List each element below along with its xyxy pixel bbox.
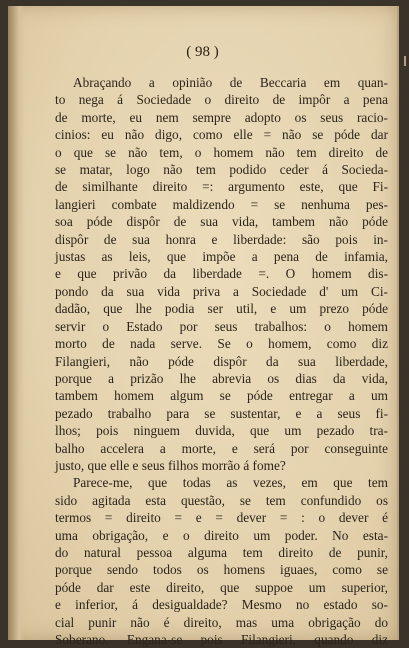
text-line: dadão, que lhe podia ser util, e um prezo póde [55,301,388,317]
text-line: morto de nada serve. Se o homem, como diz [55,336,388,352]
text-line: justas as leis, que impõe a pena de infamia, [55,249,388,265]
book-spine-shadow [8,6,24,640]
text-line: balho accelera a morte, e será por conseguinte [55,440,388,456]
body-text [55,74,388,648]
text-line: o que se não tem, o homem não tem direito de [55,144,388,160]
text-line: servir o Estado por seus trabalhos: o homem [55,318,388,334]
text-line: e inferior, á desigualdade? Mesmo no estado so- [55,597,388,613]
text-line: justo, que elle e seus filhos morrão á fome? [55,457,286,473]
text-line: cinios: eu não digo, como elle = não se póde dar [55,127,388,143]
text-line: Soberano. Engana-se pois Filangieri, quando diz [55,632,388,647]
text-line: to nega á Sociedade o direito de impôr a pena [55,92,388,108]
text-line: cial punir não é direito, mas uma obrigação do [55,614,388,630]
text-line: dispôr de sua honra e liberdade: são pois in- [55,231,388,247]
text-line: pezado trabalho para se sustentar, e a seus fi- [55,405,388,421]
text-line: soa póde dispôr de sua vida, tambem não póde [55,214,388,230]
text-line: de morte, eu nem sempre adopto os seus racio- [55,109,388,125]
text-line: do natural pessoa alguma tem direito de punir, [55,544,388,560]
text-line: Filangieri, não póde dispôr da sua liberdade, [55,353,388,369]
page-edge-mark [404,56,409,66]
text-line: de similhante direito =: argumento este, que Fi- [55,179,388,195]
text-line: langieri combate maldizendo = se nenhuma pes- [55,196,388,212]
text-line: Parece-me, que todas as vezes, em que tem [73,475,388,491]
text-line: termos = direito = e = dever = : o dever é [55,510,388,526]
text-line: se matar, logo não tem podido ceder á Socieda- [55,162,388,178]
text-line: pondo da sua vida priva a Sociedade d' um Ci- [55,283,388,299]
text-line: e que privão da liberdade =. O homem dis- [55,266,388,282]
text-line: Abraçando a opinião de Beccaria em quan- [73,75,388,90]
text-line: uma obrigação, e o direito um poder. No esta- [55,527,388,543]
text-line: porque a prizão lhe abrevia os dias da vida, [55,370,388,386]
page-number: ( 98 ) [186,44,219,60]
text-line: lhos; pois ninguem duvida, que um pezado tra- [55,423,388,439]
text-line: porque sendo todos os homens iguaes, como se [55,562,388,578]
text-line: tambem homem algum se póde entregar a um [55,388,388,404]
text-line: sido agitada esta questão, se tem confundido os [55,492,388,508]
text-line: póde dar este direito, que suppoe um superior, [55,579,388,595]
